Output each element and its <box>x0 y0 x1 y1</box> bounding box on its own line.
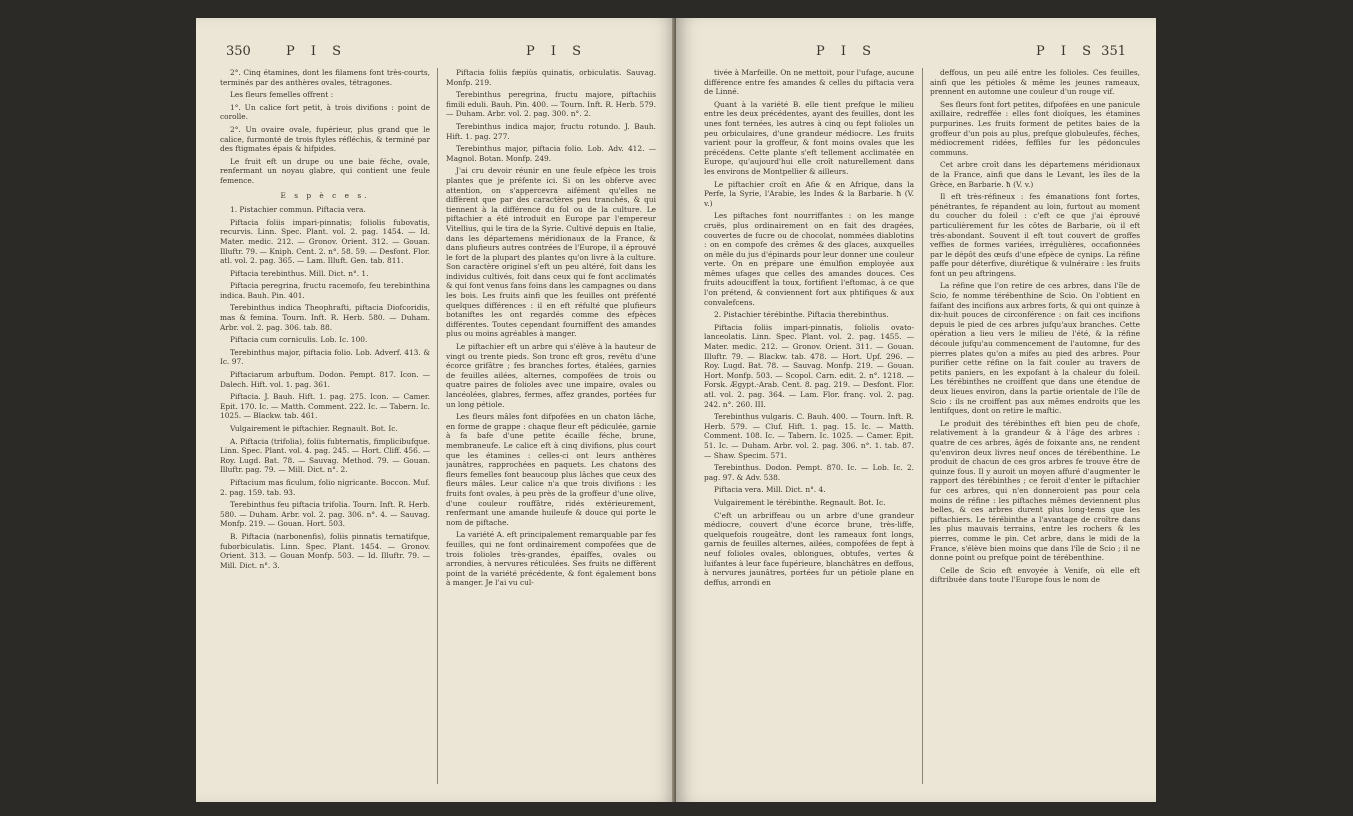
paragraph: tivée à Marfeille. On ne mettoit, pour l'ufage, aucune différence entre fes amandes & celles du piftacia vera de Linné. <box>704 68 914 97</box>
paragraph: Les fleurs mâles font difpofées en un chaton lâche, en forme de grappe : chaque fleur eft pédiculée, garnie à fa bafe d'une petite écaille féche, brune, membraneufe. Le calice eft à cinq divifions, plus court que les étamines : celles-ci ont leurs anthères jaunâtres, rapprochées en paquets. Les chatons des fleurs femelles font beaucoup plus lâches que ceux des fleurs mâles. Leur calice n'a que trois divifions : les fruits font ovales, à peu près de la groffeur d'une olive, d'une couleur rouffâtre, ridés extérieurement, renfermant une amande huileufe & douce qui porte le nom de piftache. <box>446 412 656 527</box>
left-head-inner: P I S <box>526 44 588 59</box>
paragraph: Terebinthus major, piftacia folio. Lob. Adv. 412. — Magnol. Botan. Monfp. 249. <box>446 144 656 163</box>
column-rule <box>437 68 438 784</box>
paragraph: 2°. Un ovaire ovale, fupérieur, plus grand que le calice, furmonté de trois ftyles réfléchis, & terminé par des ftigmates épais & hifpides. <box>220 124 430 154</box>
paragraph: Les fleurs femelles offrent : <box>230 90 334 100</box>
paragraph: Ses fleurs font fort petites, difpofées en une panicule axillaire, redreffée : elles font dioïques, les étamines purpurines. Les fruits forment de petites baies de la groffeur d'un pois au plus, prefque globuleufes, féches, médiocrement ridées, feffiles fur les pédoncules communs. <box>930 99 1140 157</box>
paragraph: Terebinthus. Dodon. Pempt. 870. Ic. — Lob. Ic. 2. pag. 97. & Adv. 538. <box>704 463 914 482</box>
right-column-1 <box>704 68 914 788</box>
paragraph: Piftacia peregrina, fructu racemofo, feu terebinthina indica. Bauh. Pin. 401. <box>220 281 430 300</box>
paragraph: Terebinthus vulgaris. C. Bauh. 400. — Tourn. Inft. R. Herb. 579. — Cluf. Hift. 1. pag. 15. Ic. — Matth. Comment. 108. Ic. — Tabern. Ic. 1025. — Camer. Epit. 51. Ic. — Duham. Arbr. vol. 2. pag. 306. n°. 1. tab. 87. — Shaw. Specim. 571. <box>704 412 914 460</box>
paragraph: Terebinthus indica Theophrafti, piftacia Diofcoridis, mas & femina. Tourn. Inft. R. Herb. 580. — Duham. Arbr. vol. 2. pag. 306. tab. 88. <box>220 303 430 332</box>
paragraph: Quant à la variété B. elle tient prefque le milieu entre les deux précédentes, ayant des feuilles, dont les unes font ternées, les autres à cinq ou fept folioles un peu orbiculaires, d'une grandeur médiocre. Les fruits varient pour la groffeur, & font moins ovales que les précédens. Cette plante s'eft tellement acclimatée en Europe, qu'aujourd'hui elle croît naturellement dans les environs de Montpellier & ailleurs. <box>704 99 914 176</box>
paragraph: Terebinthus peregrina, fructu majore, piftachiis fimili eduli. Bauh. Pin. 400. — Tourn. Inft. R. Herb. 579. — Duham. Arbr. vol. 2. pag. 300. n°. 2. <box>446 90 656 119</box>
column-rule <box>922 68 923 784</box>
left-column-2 <box>446 68 656 788</box>
paragraph: Le produit des térébinthes eft bien peu de chofe, relativement à la grandeur & à l'âge des arbres : quatre de ces arbres, âgés de foixante ans, ne rendent qu'environ deux livres neuf onces de térébenthine. Le produit de chacun de ces gros arbres fe trouve être de quinze fous. Il y auroit un moyen affuré d'augmenter le rapport des térébinthes ; ce feroit d'enter le piftachier fur ces arbres, qui n'en donneroient pas pour cela moins de réfine : les piftaches mêmes deviennent plus belles, & ces arbres durent plus long-tems que les piftachiers. Le térébinthe a l'avantage de croître dans les plus mauvais terrains, entre les rochers & les pierres, comme le pin. Cet arbre, dans le midi de la France, s'élève bien moins que dans l'île de Scio ; il ne donne point ou prefque point de térébenthine. <box>930 418 1140 563</box>
paragraph: C'eft un arbriffeau ou un arbre d'une grandeur médiocre, couvert d'une écorce brune, très-liffe, quelquefois rougeâtre, dont les rameaux font longs, garnis de feuilles alternes, ailées, compofées de fept à neuf folioles ovales, oblongues, obtufes, vertes & luifantes à leur face fupérieure, blanchâtres en deffous, à nervures jaunâtres, portées fur un pétiole plane en deffus, arrondi en <box>704 510 914 587</box>
paragraph: Le fruit eft un drupe ou une baie féche, ovale, renfermant un noyau glabre, qui contient une feule femence. <box>220 156 430 185</box>
paragraph: B. Piftacia (narbonenfis), foliis pinnatis ternatifque, fuborbiculatis. Linn. Spec. Plant. 1454. — Gronov. Orient. 313. — Gouan Monfp. 503. — Id. Illuftr. 79. — Mill. Dict. n°. 3. <box>220 531 430 570</box>
paragraph: Piftacia cum corniculis. Lob. Ic. 100. <box>230 335 368 345</box>
paragraph: A. Piftacia (trifolia), foliis fubternatis, fimplicibufque. Linn. Spec. Plant. vol. 4. pag. 245. — Hort. Cliff. 456. — Roy. Lugd. Bat. 78. — Sauvag. Method. 79. — Gouan. Illuftr. pag. 79. — Mill. Dict. n°. 2. <box>220 436 430 475</box>
paragraph: Cet arbre croît dans les départemens méridionaux de la France, ainfi que dans le Levant, les îles de la Grèce, en Barbarie. ħ (V. v.) <box>930 160 1140 189</box>
right-column-2 <box>930 68 1140 788</box>
paragraph: La réfine que l'on retire de ces arbres, dans l'île de Scio, fe nomme térébenthine de Scio. On l'obtient en faifant des incifions aux arbres forts, & qui ont quinze à dix-huit pouces de circonférence : on fait ces incifions depuis le pied de ces arbres jufqu'aux branches. Cette opération a lieu vers le milieu de l'été, & la réfine découle jufqu'au commencement de l'automne, fur des pierres plates qu'on a mifes au pied des arbres. Pour purifier cette réfine on la fait couler au travers de petits paniers, en les expofant à la chaleur du foleil. Les térébinthes ne croiffent que dans une étendue de deux lieues environ, dans la partie orientale de l'île de Scio : ils ne croiffent pas aux mêmes endroits que les lentifques, dont on retire le maftic. <box>930 281 1140 416</box>
paragraph: La variété A. eft principalement remarquable par fes feuilles, qui ne font ordinairement compofées que de trois folioles très-grandes, épaiffes, ovales ou arrondies, à nervures réticulées. Ses fruits ne diffèrent point de la variété précédente, & font également bons à manger. Je l'ai vu cul- <box>446 530 656 588</box>
paragraph: Piftacia foliis impari-pinnatis, foliolis ovato-lanceolatis. Linn. Spec. Plant. vol. 2. pag. 1455. — Mater. medic. 212. — Gronov. Orient. 311. — Gouan. Illuftr. 79. — Blackw. tab. 478. — Hort. Upf. 296. — Roy. Lugd. Bat. 78. — Sauvag. Monfp. 219. — Gouan. Hort. Monfp. 503. — Scopol. Carn. edit. 2. n°. 1218. — Forsk. Ægypt.-Arab. Cent. 8. pag. 219. — Desfont. Flor. atl. vol. 2. pag. 364. — Lam. Flor. franç. vol. 2. pag. 242. n°. 260. III. <box>704 322 914 409</box>
paragraph: Terebinthus feu piftacia trifolia. Tourn. Inft. R. Herb. 580. — Duham. Arbr. vol. 2. pag. 306. n°. 4. — Sauvag. Monfp. 219. — Gouan. Hort. 503. <box>220 500 430 529</box>
paragraph: Piftacia foliis fæpiùs quinatis, orbiculatis. Sauvag. Monfp. 219. <box>446 68 656 87</box>
paragraph: Terebinthus major, piftacia folio. Lob. Adverf. 413. & Ic. 97. <box>220 347 430 367</box>
paragraph: 2. Pistachier térébinthe. Piftacia therebinthus. <box>714 310 889 320</box>
paragraph: Piftacium mas ficulum, folio nigricante. Boccon. Muf. 2. pag. 159. tab. 93. <box>220 477 430 497</box>
paragraph: Il eft très-réfineux : fes émanations font fortes, pénétrantes, fe répandent au loin, furtout au moment du coucher du foleil : c'eft ce que j'ai éprouvé particulièrement fur les côtes de Barbarie, où il eft très-abondant. Souvent il eft tout couvert de groffes veffies de formes variées, irrégulières, occafionnées par le dépôt des œufs d'une efpèce de cynips. La réfine paffe pour déterfive, diurétique & vulnéraire : les fruits font un peu aftringens. <box>930 192 1140 278</box>
left-head-outer: P I S <box>286 44 348 59</box>
left-page <box>196 18 676 802</box>
paragraph: Piftacia terebinthus. Mill. Dict. n°. 1. <box>230 268 369 278</box>
paragraph: Terebinthus indica major, fructu rotundo. J. Bauh. Hift. 1. pag. 277. <box>446 121 656 141</box>
right-page <box>676 18 1156 802</box>
paragraph: Vulgairement le piftachier. Regnault. Bot. Ic. <box>230 424 398 433</box>
paragraph: E s p è c e s. <box>280 190 370 200</box>
paragraph: Le piftachier croît en Afie & en Afrique, dans la Perfe, la Syrie, l'Arabie, les Indes & la Barbarie. ħ (V. v.) <box>704 179 914 208</box>
paragraph: Les piftaches font nourriffantes : on les mange cruës, plus ordinairement on en fait des dragées, couvertes de fucre ou de chocolat, nommées diablotins : on en compofe des crêmes & des glaces, auxquelles on mêle du jus d'épinards pour leur donner une couleur verte. On en prépare une émulfion employée aux mêmes ufages que celles des amandes douces. Ces fruits adouciffent la toux, fortifient l'eftomac, à ce que l'on prétend, & conviennent fort aux phtifiques & aux convalefcens. <box>704 211 914 307</box>
paragraph: Piftacia vera. Mill. Dict. n°. 4. <box>714 485 826 495</box>
paragraph: Le piftachier eft un arbre qui s'élève à la hauteur de vingt ou trente pieds. Son tronc eft gros, revêtu d'une écorce grifâtre ; fes branches fortes, étalées, garnies de feuilles ailées, alternes, compofées de trois ou quatre paires de folioles avec une impaire, ovales ou lancéolées, glabres, fermes, affez grandes, portées fur un long pétiole. <box>446 342 656 409</box>
paragraph: Piftaciarum arbuftum. Dodon. Pempt. 817. Icon. — Dalech. Hift. vol. 1. pag. 361. <box>220 370 430 389</box>
paragraph: 1. Pistachier commun. Piftacia vera. <box>230 205 366 215</box>
paragraph: J'ai cru devoir réunir en une feule efpèce les trois plantes que je préfente ici. Si on les obferve avec attention, on s'appercevra aifément qu'elles ne diffèrent que par des caractères peu tranchés, & qui tiennent à la différence du fol ou de la culture. Le piftachier a été introduit en Europe par l'empereur Vitellius, qui le tira de la Syrie. Cultivé depuis en Italie, dans les départemens méridionaux de la France, & dans plufieurs autres contrées de l'Europe, il a éprouvé le fort de la plupart des plantes qu'on livre à la culture. Son caractère originel s'eft un peu altéré, foit dans les individus cultivés, foit dans ceux qui fe font acclimatés & qui font venus fans foins dans les campagnes ou dans les bois. Les fruits ainfi que les feuilles ont préfenté quelques différences : il en eft réfulté que plufieurs botaniftes les ont regardés comme des efpèces différentes. Toutes cependant fourniffent des amandes plus ou moins agréables à manger. <box>446 166 656 339</box>
right-head-outer: P I S <box>1036 44 1098 59</box>
paragraph: Vulgairement le térébinthe. Regnault. Bot. Ic. <box>714 497 886 507</box>
open-book <box>196 18 1156 802</box>
left-running-head <box>226 44 646 64</box>
right-page-number: 351 <box>1101 44 1126 59</box>
paragraph: deffous, un peu ailé entre les folioles. Ces feuilles, ainfi que les pétioles & même les jeunes rameaux, prennent en automne une couleur d'un rouge vif. <box>930 68 1140 97</box>
paragraph: Piftacia foliis impari-pinnatis; foliolis fubovatis, recurvis. Linn. Spec. Plant. vol. 2. pag. 1454. — Id. Mater. medic. 212. — Gronov. Orient. 312. — Gouan. Illuftr. 79. — Kniph. Cent. 2. n°. 58. 59. — Desfont. Flor. atl. vol. 2. pag. 365. — Lam. Illuft. Gen. tab. 811. <box>220 217 430 266</box>
left-page-number: 350 <box>226 44 251 59</box>
paragraph: Piftacia. J. Bauh. Hift. 1. pag. 275. Icon. — Camer. Epit. 170. Ic. — Matth. Comment. 222. Ic. — Tabern. Ic. 1025. — Blackw. tab. 461. <box>220 392 430 421</box>
paragraph: Celle de Scio eft envoyée à Venife, où elle eft diftribuée dans toute l'Europe fous le nom de <box>930 565 1140 585</box>
left-column-1 <box>220 68 430 788</box>
right-running-head <box>706 44 1126 64</box>
right-head-inner: P I S <box>816 44 878 59</box>
paragraph: 1°. Un calice fort petit, à trois divifions : point de corolle. <box>220 102 430 122</box>
paragraph: 2°. Cinq étamines, dont les filamens font très-courts, terminés par des anthères ovales, tétragones. <box>220 68 430 87</box>
